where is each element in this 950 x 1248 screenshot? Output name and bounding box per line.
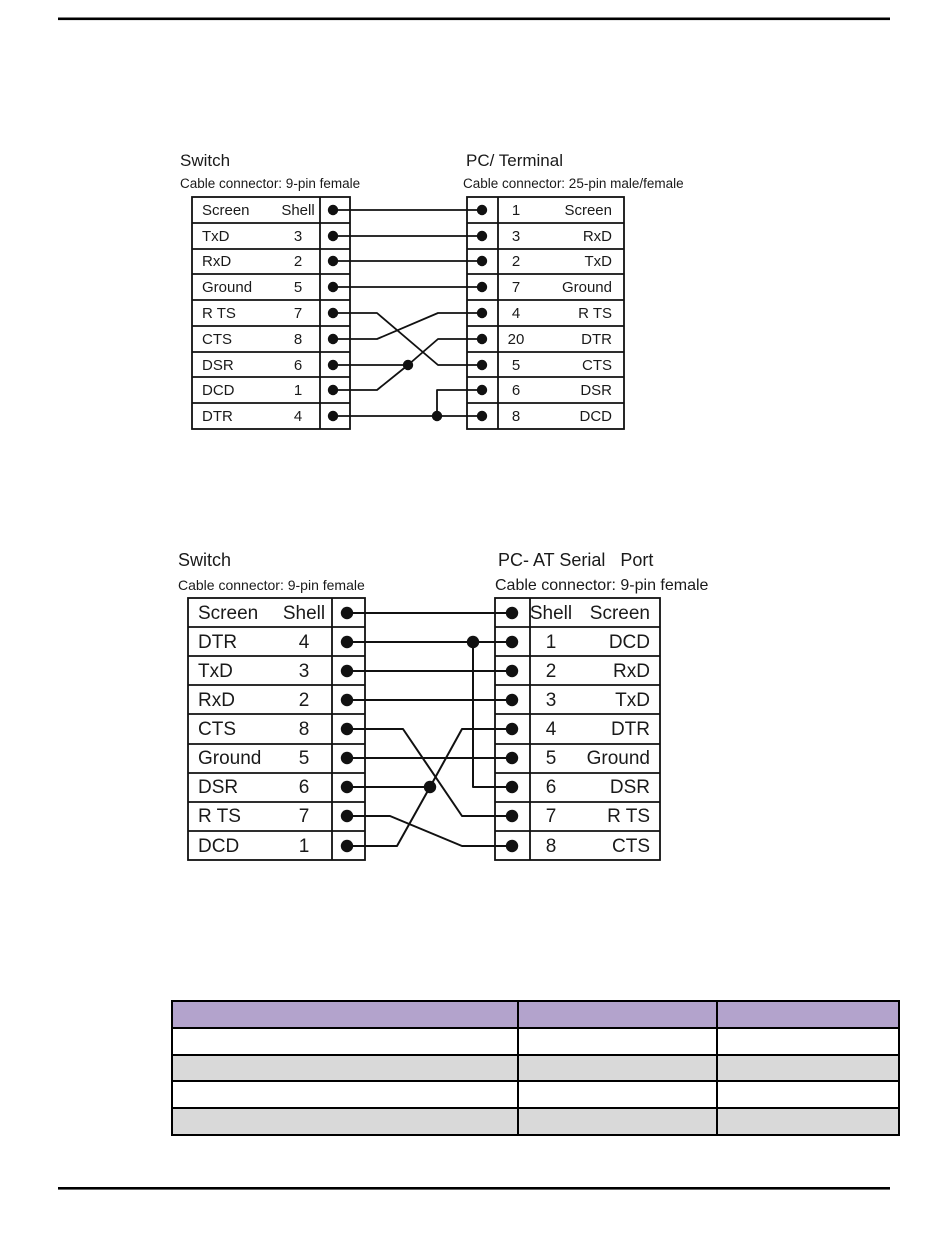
- signal-label: R TS: [202, 305, 236, 322]
- table-cell: [172, 1001, 518, 1028]
- pin-label: 20: [507, 331, 525, 348]
- pin-label: 8: [511, 408, 521, 425]
- pin-label: 7: [293, 305, 303, 322]
- signal-label: DCD: [579, 408, 612, 425]
- pin-label: 7: [545, 806, 557, 827]
- signal-label: DSR: [198, 777, 239, 798]
- pin-label: 2: [511, 253, 521, 270]
- top-rule: [58, 18, 890, 21]
- pin-label: 5: [511, 357, 521, 374]
- signal-label: Ground: [202, 279, 253, 296]
- pin-label: 1: [293, 382, 303, 399]
- pin-label: 6: [545, 777, 557, 798]
- signal-label: Screen: [198, 603, 259, 624]
- pin-label: 6: [293, 357, 303, 374]
- pin-label: 8: [293, 331, 303, 348]
- table-cell: [518, 1108, 717, 1135]
- signal-label: TxD: [202, 228, 230, 245]
- signal-label: DTR: [581, 331, 612, 348]
- signal-label: Screen: [202, 202, 250, 219]
- table-cell: [172, 1055, 518, 1082]
- signal-label: DTR: [610, 719, 650, 740]
- d2-left-title: Switch: [178, 550, 232, 570]
- d1-left-title: Switch: [180, 151, 231, 170]
- pin-label: 1: [545, 632, 557, 653]
- signal-label: R TS: [198, 806, 241, 827]
- pin-label: 5: [293, 279, 303, 296]
- signal-label: RxD: [198, 690, 235, 711]
- d2-right-subtitle: Cable connector: 9-pin female: [495, 577, 709, 594]
- d2-left-subtitle: Cable connector: 9-pin female: [178, 577, 365, 593]
- table-cell: [518, 1081, 717, 1108]
- signal-label: DSR: [202, 357, 234, 374]
- signal-label: DSR: [609, 777, 650, 798]
- signal-label: DCD: [608, 632, 650, 653]
- signal-label: RxD: [613, 661, 650, 682]
- pin-label: 3: [293, 228, 303, 245]
- d1-junction-dot: [403, 360, 413, 370]
- signal-label: Ground: [586, 748, 650, 769]
- pin-label: 1: [511, 202, 521, 219]
- pin-label: 3: [545, 690, 557, 711]
- signal-label: DTR: [202, 408, 233, 425]
- signal-label: DTR: [198, 632, 238, 653]
- pin-label: Shell: [529, 603, 573, 624]
- table-cell: [518, 1028, 717, 1055]
- pin-assignment-table: [171, 1000, 892, 1144]
- signal-label: CTS: [612, 836, 650, 857]
- signal-label: TxD: [615, 690, 650, 711]
- pin-label: 5: [298, 748, 310, 769]
- pin-label: 4: [293, 408, 303, 425]
- table-row: [172, 1028, 899, 1055]
- signal-label: R TS: [607, 806, 650, 827]
- signal-label: R TS: [578, 305, 612, 322]
- d1-wires: [333, 210, 482, 416]
- pin-label: 8: [298, 719, 310, 740]
- d2-right-title: PC- AT Serial Port: [498, 550, 654, 570]
- pin-label: 1: [298, 836, 310, 857]
- signal-label: DCD: [198, 836, 240, 857]
- signal-label: Screen: [589, 603, 650, 624]
- pin-label: 6: [298, 777, 310, 798]
- d1-junction-dot: [432, 411, 442, 421]
- d2-junction-dot: [424, 781, 436, 793]
- pin-label: 6: [511, 382, 521, 399]
- signal-label: RxD: [202, 253, 232, 270]
- signal-label: TxD: [584, 253, 612, 270]
- table-row: [172, 1108, 899, 1135]
- table-cell: [717, 1108, 899, 1135]
- signal-label: DSR: [580, 382, 612, 399]
- table-cell: [518, 1001, 717, 1028]
- signal-label: DCD: [202, 382, 235, 399]
- diagram-switch-to-pc-at-serial-port: [178, 550, 709, 860]
- table-row: [172, 1055, 899, 1082]
- pin-label: 7: [298, 806, 310, 827]
- table-row: [172, 1081, 899, 1108]
- pin-label: 4: [298, 632, 310, 653]
- table-cell: [717, 1028, 899, 1055]
- pin-label: 2: [293, 253, 303, 270]
- pin-label: 7: [511, 279, 521, 296]
- pin-label: Shell: [281, 202, 315, 219]
- d1-right-title: PC/ Terminal: [466, 151, 563, 170]
- d2-wires: [347, 613, 512, 846]
- table-cell: [518, 1055, 717, 1082]
- signal-label: CTS: [198, 719, 236, 740]
- table-cell: [717, 1001, 899, 1028]
- signal-label: RxD: [582, 228, 612, 245]
- pin-label: 4: [545, 719, 557, 740]
- table-header-row: [172, 1001, 899, 1028]
- table-cell: [172, 1028, 518, 1055]
- pin-label: 2: [545, 661, 557, 682]
- signal-label: Screen: [564, 202, 612, 219]
- table-cell: [172, 1108, 518, 1135]
- d1-left-subtitle: Cable connector: 9-pin female: [180, 176, 361, 191]
- pin-label: 5: [545, 748, 557, 769]
- pin-label: 3: [511, 228, 521, 245]
- d2-junction-dot: [467, 636, 479, 648]
- signal-label: CTS: [202, 331, 232, 348]
- pin-label: 3: [298, 661, 310, 682]
- signal-label: Ground: [561, 279, 612, 296]
- pin-label: 2: [298, 690, 310, 711]
- signal-label: CTS: [582, 357, 612, 374]
- bottom-rule: [58, 1187, 890, 1190]
- signal-label: Ground: [198, 748, 262, 769]
- table-cell: [717, 1055, 899, 1082]
- table-cell: [172, 1081, 518, 1108]
- d1-right-subtitle: Cable connector: 25-pin male/female: [463, 176, 684, 191]
- pin-label: Shell: [282, 603, 326, 624]
- pin-label: 4: [511, 305, 521, 322]
- table-cell: [717, 1081, 899, 1108]
- pin-label: 8: [545, 836, 557, 857]
- signal-label: TxD: [198, 661, 233, 682]
- diagram-switch-to-pc-terminal: [180, 151, 684, 429]
